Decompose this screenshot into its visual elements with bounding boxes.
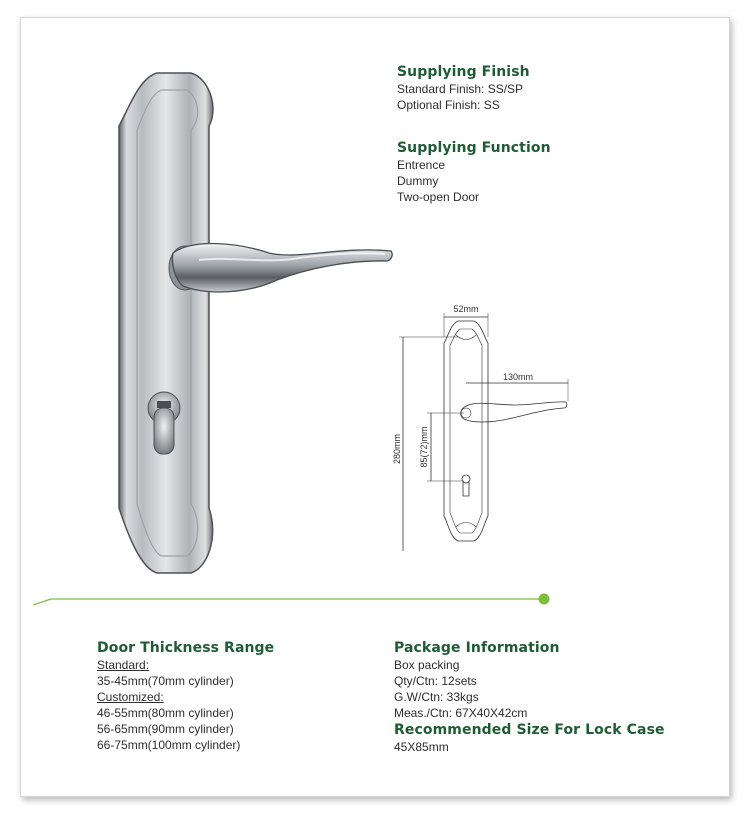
product-card bbox=[20, 17, 730, 797]
dimension-drawing bbox=[376, 301, 576, 551]
lockcase-value: 45X85mm bbox=[394, 740, 449, 754]
lockcase-heading: Recommended Size For Lock Case bbox=[394, 722, 665, 738]
thickness-line: 66-75mm(100mm cylinder) bbox=[97, 738, 241, 752]
package-line: Meas./Ctn: 67X40X42cm bbox=[394, 706, 528, 720]
package-line: Box packing bbox=[394, 658, 460, 672]
lever-length-label: 130mm bbox=[502, 372, 534, 382]
supplying-finish-section bbox=[397, 64, 530, 113]
finish-line: Standard Finish: SS/SP bbox=[397, 82, 524, 96]
divider-dot bbox=[539, 594, 550, 605]
thickness-line: 46-55mm(80mm cylinder) bbox=[97, 706, 234, 720]
door-handle-photo bbox=[99, 68, 399, 578]
section-divider bbox=[33, 591, 553, 607]
finish-heading: Supplying Finish bbox=[397, 64, 530, 80]
door-thickness-section bbox=[97, 640, 274, 753]
package-heading: Package Information bbox=[394, 640, 560, 656]
spacing-dimension-label: 85(72)mm bbox=[419, 426, 429, 468]
function-heading: Supplying Function bbox=[397, 140, 551, 156]
standard-label: Standard: bbox=[97, 658, 150, 672]
package-line: G.W/Ctn: 33kgs bbox=[394, 690, 479, 704]
customized-label: Customized: bbox=[97, 690, 164, 704]
thickness-heading: Door Thickness Range bbox=[97, 640, 275, 656]
supplying-function-section bbox=[397, 140, 551, 205]
package-info-section bbox=[394, 640, 665, 755]
height-dimension-label: 280mm bbox=[392, 433, 402, 465]
finish-line: Optional Finish: SS bbox=[397, 98, 500, 112]
package-line: Qty/Ctn: 12sets bbox=[394, 674, 477, 688]
function-line: Dummy bbox=[397, 174, 439, 188]
function-line: Two-open Door bbox=[397, 190, 480, 204]
thickness-line: 35-45mm(70mm cylinder) bbox=[97, 674, 234, 688]
thickness-line: 56-65mm(90mm cylinder) bbox=[97, 722, 234, 736]
width-dimension-label: 52mm bbox=[453, 304, 479, 314]
function-line: Entrence bbox=[397, 158, 446, 172]
